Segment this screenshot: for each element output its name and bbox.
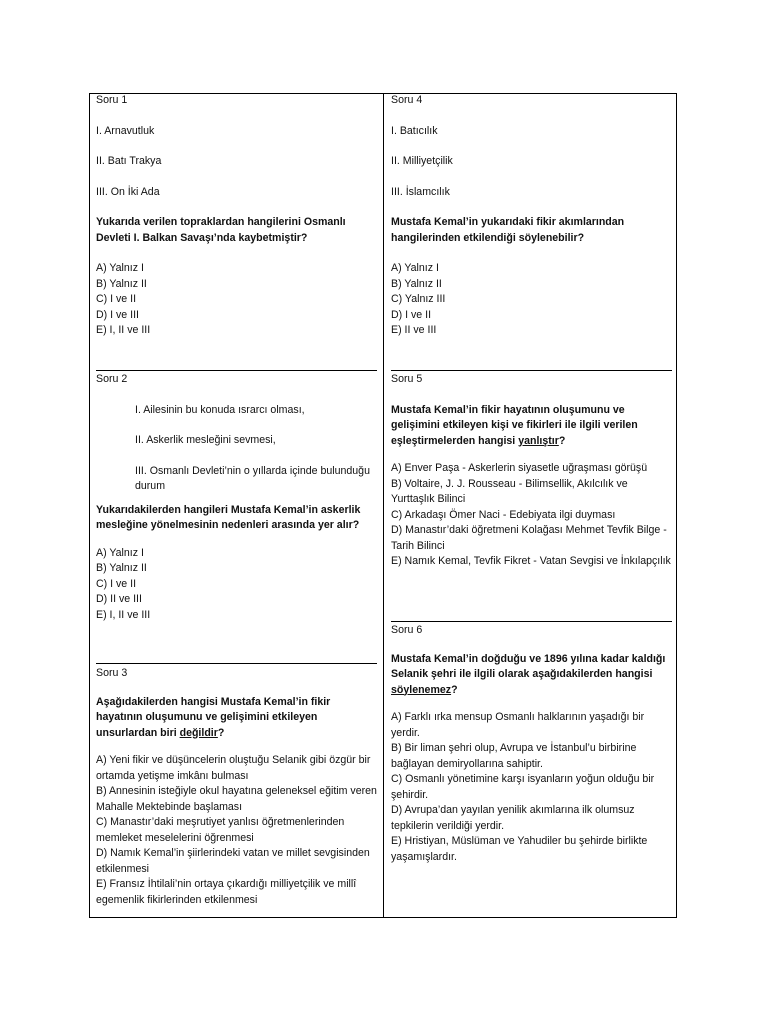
question-1-item-3: III. On İki Ada [96, 185, 160, 198]
question-2-item-1: I. Ailesinin bu konuda ısrarcı olması, [135, 403, 305, 416]
question-5-option-a: A) Enver Paşa - Askerlerin siyasetle uğraşması görüşü [391, 462, 648, 474]
question-2 [96, 372, 378, 623]
question-5-option-d: D) Manastır’daki öğretmeni Kolağası Mehmet Tevfik Bilge - Tarih Bilinci [391, 524, 667, 552]
question-6-option-d: D) Avrupa’dan yayılan yenilik akımlarına ilk olumsuz tepkilerin verildiği yerdir. [391, 804, 635, 832]
separator-q2-q3 [96, 663, 377, 664]
question-3-option-b: B) Annesinin isteğiyle okul hayatına geleneksel eğitim veren Mahalle Mektebinde başlaması [96, 785, 377, 813]
question-1-title: Soru 1 [96, 94, 128, 106]
question-6-stem-emphasis: söylenemez [391, 683, 452, 696]
question-4-options [391, 261, 673, 339]
column-divider [383, 93, 384, 918]
question-4-item-1: I. Batıcılık [391, 124, 438, 137]
question-5-stem-text: Mustafa Kemal’in fikir hayatının oluşumunu ve gelişimini etkileyen kişi ve fikirleri ile ilgili verilen eşleştirmelerden hangisi [391, 403, 638, 447]
question-5-option-c: C) Arkadaşı Ömer Naci - Edebiyata ilgi duyması [391, 508, 616, 521]
question-1-options [96, 261, 378, 339]
question-3-option-c: C) Manastır’daki meşrutiyet yanlısı öğretmenlerinden memleket meselelerini öğrenmesi [96, 816, 345, 844]
question-6-option-a: A) Farklı ırka mensup Osmanlı halklarının yaşadığı bir yerdir. [391, 711, 645, 739]
question-4-title: Soru 4 [391, 94, 423, 106]
question-1-stem: Yukarıda verilen topraklardan hangilerini Osmanlı Devleti I. Balkan Savaşı’nda kaybetmiştir? [96, 216, 346, 244]
question-6-title: Soru 6 [391, 624, 423, 636]
question-2-title: Soru 2 [96, 373, 128, 385]
question-2-item-2: II. Askerlik mesleğini sevmesi, [135, 434, 276, 446]
question-1-option-c: C) I ve II [96, 293, 137, 305]
question-3-option-d: D) Namık Kemal’in şiirlerindeki vatan ve millet sevgisinden etkilenmesi [96, 847, 370, 875]
question-2-option-c: C) I ve II [96, 577, 137, 590]
question-3-option-a: A) Yeni fikir ve düşüncelerin oluştuğu Selanik gibi özgür bir ortamda yetişme imkânı bulması [96, 754, 371, 782]
question-5-stem-emphasis: yanlıştır [518, 434, 559, 447]
question-3-option-e: E) Fransız İhtilali’nin ortaya çıkardığı milliyetçilik ve millî egemenlik fikirlerinden etkilenmesi [96, 878, 357, 906]
question-6-stem [391, 652, 673, 699]
separator-q5-q6 [391, 621, 672, 622]
question-3-stem [96, 695, 378, 742]
question-2-option-e: E) I, II ve III [96, 608, 151, 621]
question-2-stem: Yukarıdakilerden hangileri Mustafa Kemal’in askerlik mesleğine yönelmesinin nedenleri arasında yer alır? [96, 503, 361, 531]
question-6-stem-text: Mustafa Kemal’in doğduğu ve 1896 yılına kadar kaldığı Selanik şehri ile ilgili olarak aşağıdakilerden hangisi [391, 652, 666, 680]
question-3-stem-mark: ? [217, 726, 225, 739]
separator-q1-q2 [96, 370, 377, 371]
question-5-stem-mark: ? [558, 434, 566, 447]
question-6-stem-mark: ? [451, 683, 458, 696]
question-3 [96, 666, 378, 908]
question-4-option-a: A) Yalnız I [391, 262, 439, 274]
question-4-option-b: B) Yalnız II [391, 277, 442, 290]
question-4-option-e: E) II ve III [391, 324, 437, 336]
question-4-option-d: D) I ve II [391, 308, 432, 321]
question-1-option-a: A) Yalnız I [96, 262, 144, 274]
question-1 [96, 93, 378, 339]
question-5 [391, 372, 673, 570]
question-6-option-e: E) Hristiyan, Müslüman ve Yahudiler bu şehirde birlikte yaşamışlardır. [391, 835, 648, 863]
question-3-stem-emphasis: değildir [179, 726, 218, 739]
question-6 [391, 623, 673, 865]
question-2-option-d: D) II ve III [96, 593, 142, 605]
question-2-option-a: A) Yalnız I [96, 546, 144, 559]
question-4-item-2: II. Milliyetçilik [391, 155, 453, 167]
question-5-title: Soru 5 [391, 373, 423, 385]
question-5-options [391, 461, 673, 570]
question-5-option-e: E) Namık Kemal, Tevfik Fikret - Vatan Sevgisi ve İnkılapçılık [391, 555, 671, 567]
question-6-options [391, 710, 673, 865]
question-4-item-3: III. İslamcılık [391, 185, 450, 198]
question-1-option-d: D) I ve III [96, 308, 139, 321]
question-3-title: Soru 3 [96, 667, 128, 679]
question-1-option-e: E) I, II ve III [96, 324, 151, 336]
question-6-option-b: B) Bir liman şehri olup, Avrupa ve İstanbul’u birbirine bağlayan demiryollarına sahiptir. [391, 742, 637, 770]
question-3-options [96, 753, 378, 908]
question-4-stem: Mustafa Kemal’in yukarıdaki fikir akımlarından hangilerinden etkilendiği söylenebilir? [391, 216, 625, 244]
question-5-option-b: B) Voltaire, J. J. Rousseau - Bilimsellik, Akılcılık ve Yurttaşlık Bilinci [391, 477, 628, 505]
separator-q4-q5 [391, 370, 672, 371]
question-5-stem [391, 403, 673, 450]
question-4-option-c: C) Yalnız III [391, 293, 446, 305]
question-4 [391, 93, 673, 339]
question-3-stem-text: Aşağıdakilerden hangisi Mustafa Kemal’in fikir hayatının oluşumunu ve gelişimini etkileyen unsurlardan biri [96, 695, 331, 739]
question-2-item-3: III. Osmanlı Devleti’nin o yıllarda içinde bulunduğu durum [135, 464, 370, 492]
question-2-options [96, 546, 378, 624]
question-2-option-b: B) Yalnız II [96, 562, 147, 574]
question-1-item-2: II. Batı Trakya [96, 155, 162, 167]
question-1-item-1: I. Arnavutluk [96, 124, 155, 137]
question-1-option-b: B) Yalnız II [96, 277, 147, 290]
question-6-option-c: C) Osmanlı yönetimine karşı isyanların yoğun olduğu bir şehirdir. [391, 773, 655, 801]
